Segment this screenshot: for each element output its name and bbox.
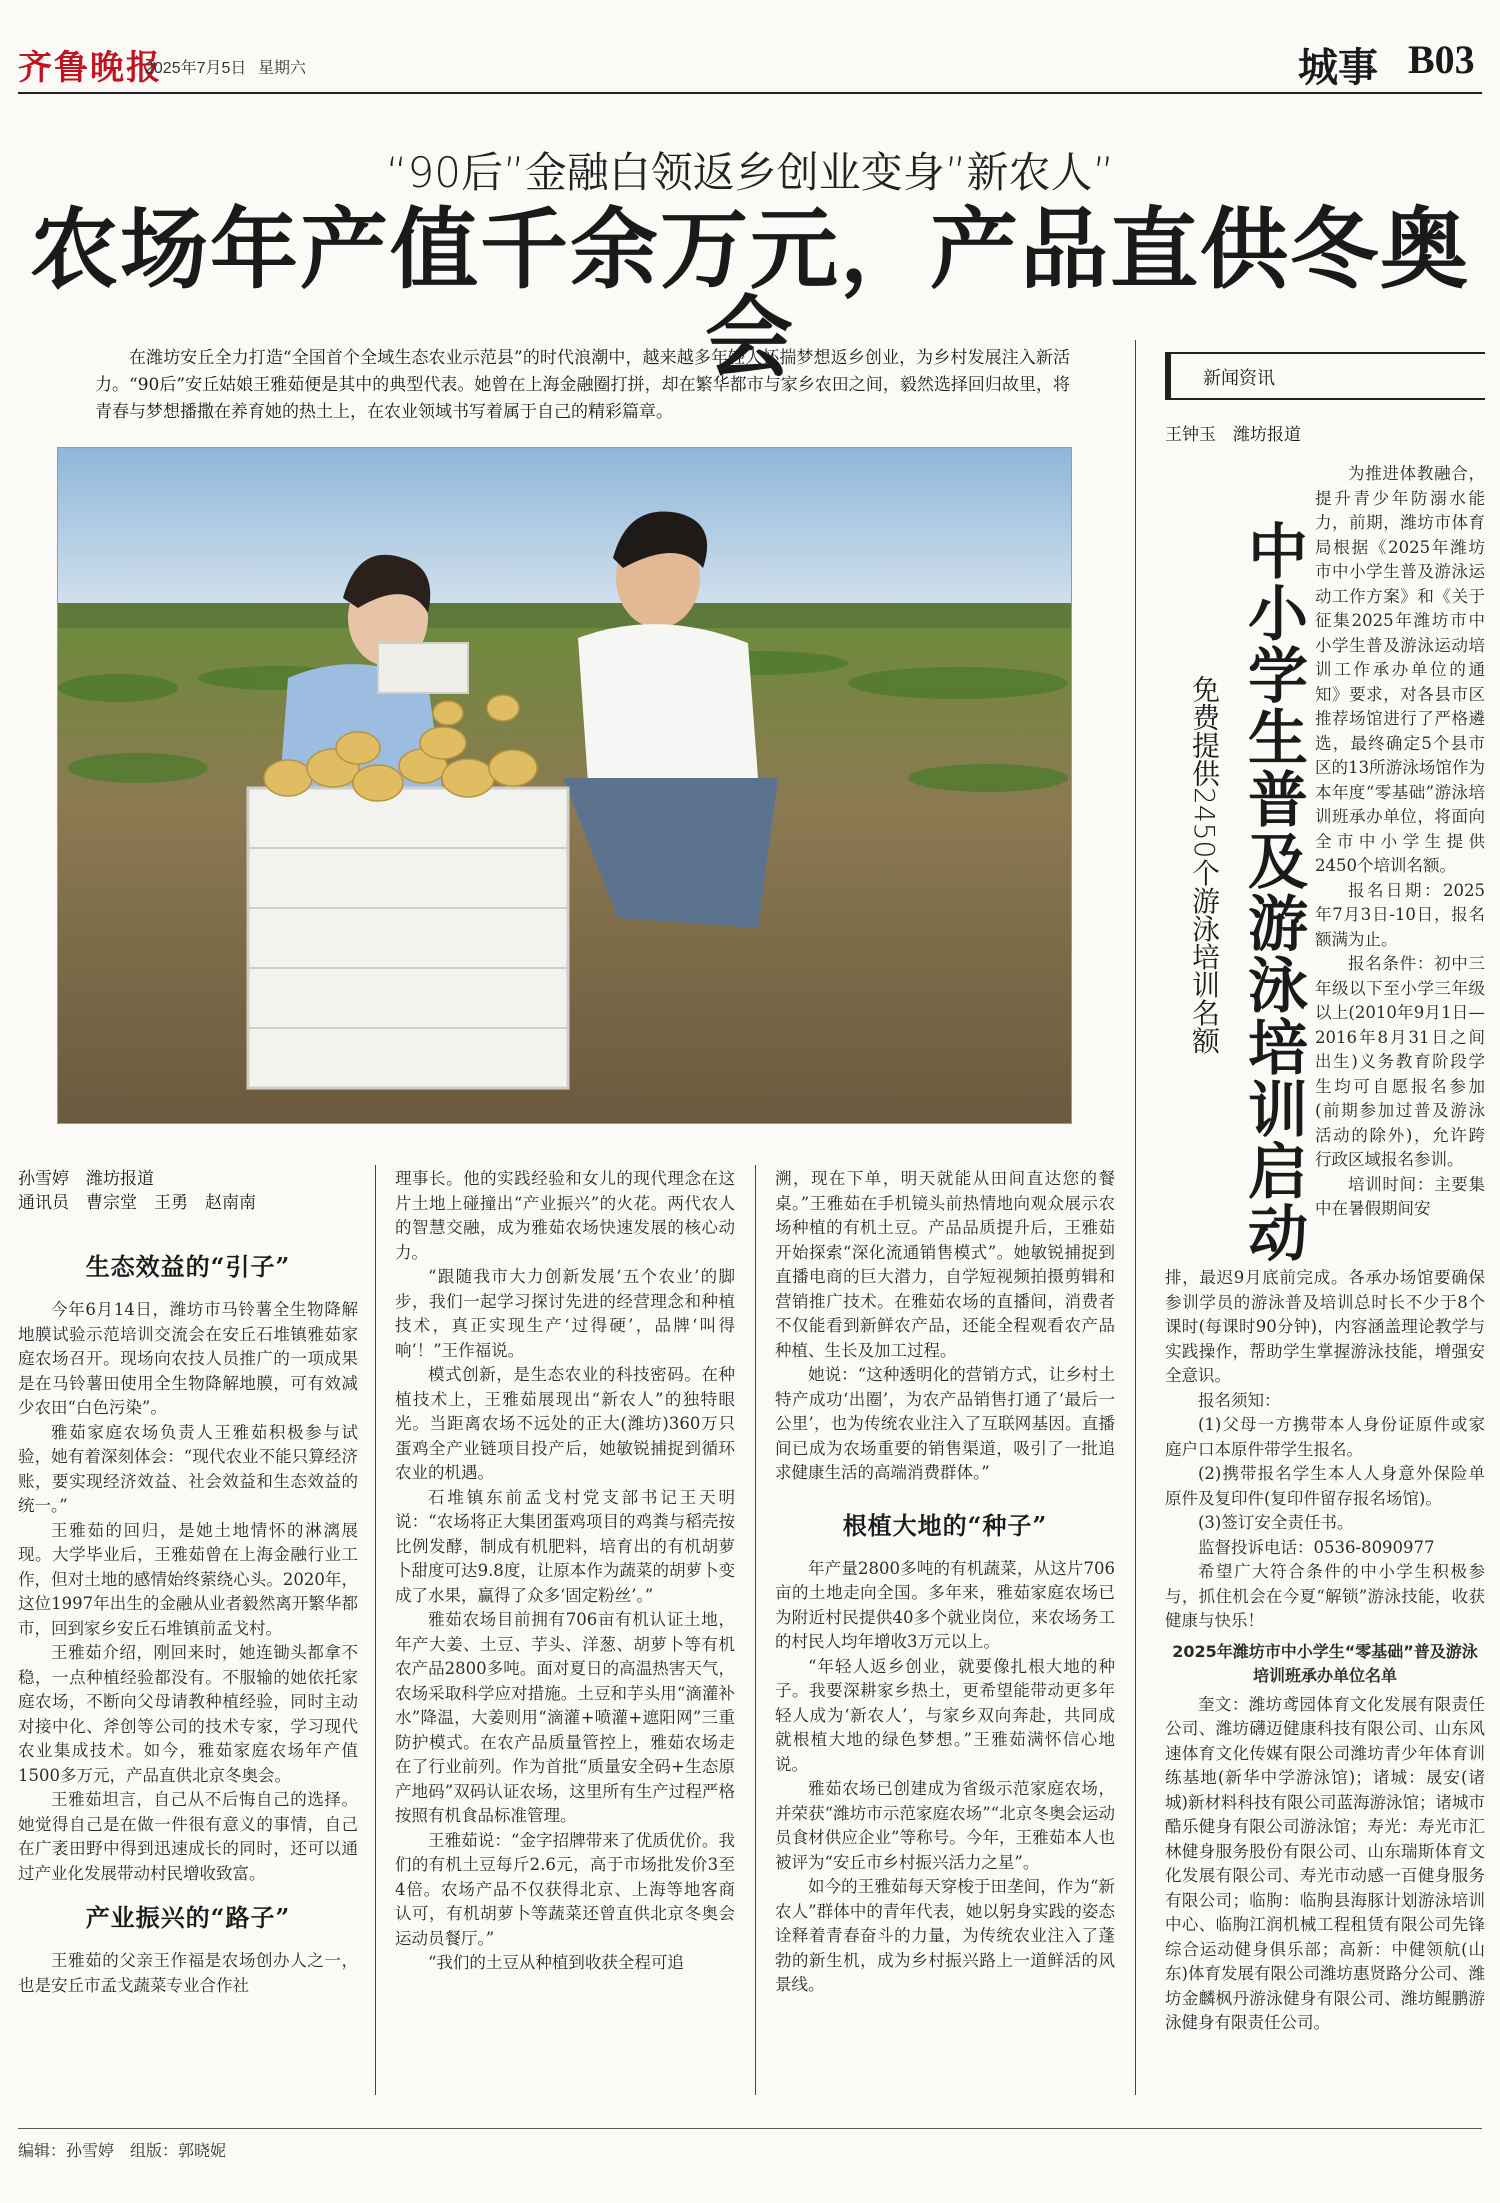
reporter-byline: 孙雪婷 潍坊报道	[18, 1169, 154, 1188]
article-column-1	[18, 1167, 358, 1998]
paragraph: 监督投诉电话：0536-8090977	[1198, 1537, 1435, 1557]
paragraph: 理事长。他的实践经验和女儿的现代理念在这片土地上碰撞出“产业振兴”的火花。两代农人的智慧交融，成为雅茹农场快速发展的核心动力。	[395, 1169, 735, 1262]
editor-credits: 编辑：孙雪婷 组版：郭晓妮	[18, 2143, 227, 2160]
paragraph: 石堆镇东前孟戈村党支部书记王天明说：“农场将正大集团蛋鸡项目的鸡粪与稻壳按比例发酵，制成有机肥料，培育出的有机胡萝卜甜度可达9.8度，让原本作为蔬菜的胡萝卜变成了水果，赢得了众多‘固定粉丝’。”	[395, 1487, 735, 1605]
newspaper-logo: 齐鲁晚报	[18, 48, 162, 88]
article-photo	[57, 447, 1072, 1124]
page-number: B03	[1408, 37, 1475, 82]
sidebar-headline: 中小学生普及游泳培训启动	[1238, 520, 1308, 1264]
paragraph: 王雅茹说：“金字招牌带来了优质优价。我们的有机土豆每斤2.6元，高于市场批发价3至4倍。农场产品不仅获得北京、上海等地客商认可，有机胡萝卜等蔬菜还曾直供北京冬奥会运动员餐厅。”	[395, 1830, 735, 1948]
paragraph: 模式创新，是生态农业的科技密码。在种植技术上，王雅茹展现出“新农人”的独特眼光。当距离农场不远处的正大(潍坊)360万只蛋鸡全产业链项目投产后，她敏锐捕捉到循环农业的机遇。	[395, 1365, 735, 1482]
paragraph: 王雅茹介绍，刚回来时，她连锄头都拿不稳，一点种植经验都没有。不服输的她依托家庭农场，不断向父母请教种植经验，同时主动对接中化、斧创等公司的技术专家，学习现代农业集成技术。如今，雅茹家庭农场年产值1500多万元，产品直供北京冬奥会。	[18, 1643, 358, 1785]
paragraph: 溯，现在下单，明天就能从田间直达您的餐桌。”王雅茹在手机镜头前热情地向观众展示农场种植的有机土豆。产品品质提升后，王雅茹开始探索“深化流通销售模式”。她敏锐捕捉到直播电商的巨大潜力，自学短视频拍摄剪辑和营销推广技术。在雅茹农场的直播间，消费者不仅能看到新鲜农产品，还能全程观看农产品种植、生长及加工过程。	[775, 1169, 1115, 1360]
column-text	[18, 1949, 358, 1998]
paragraph: “跟随我市大力创新发展‘五个农业’的脚步，我们一起学习探讨先进的经营理念和种植技术，真正实现生产‘过得硬’，品牌‘叫得响’！”王作福说。	[395, 1267, 735, 1360]
masthead-rule	[18, 92, 1482, 94]
paragraph: 希望广大符合条件的中小学生积极参与，抓住机会在今夏“解锁”游泳技能，收获健康与快乐！	[1165, 1562, 1485, 1630]
paragraph: 报名条件：初中三年级以下至小学三年级以上(2010年9月1日—2016年8月31日之间出生)义务教育阶段学生均可自愿报名参加(前期参加过普及游泳活动的除外)，允许跨行政区域报名参训。	[1315, 954, 1485, 1169]
column-text	[775, 1557, 1115, 1998]
section-heading: 生态效益的“引子”	[85, 1252, 291, 1281]
paragraph: 王雅茹的父亲王作福是农场创办人之一，也是安丘市孟戈蔬菜专业合作社	[18, 1951, 358, 1995]
footer-rule	[18, 2128, 1482, 2129]
sidebar-wide-text	[1165, 1266, 1485, 2036]
paragraph: “年轻人返乡创业，就要像扎根大地的种子。我要深耕家乡热土，更希望能带动更多年轻人成为‘新农人’，与家乡双向奔赴，共同成就根植大地的绿色梦想。”王雅茹满怀信心地说。	[775, 1656, 1115, 1774]
paragraph: 王雅茹坦言，自己从不后悔自己的选择。她觉得自己是在做一件很有意义的事情，自己在广袤田野中得到迅速成长的同时，还可以通过产业化发展带动村民增收致富。	[18, 1790, 358, 1883]
article-column-2	[395, 1167, 735, 1976]
column-text	[395, 1167, 735, 1976]
paragraph: 培训时间：主要集中在暑假期间安	[1315, 1174, 1485, 1218]
sidebar-narrow-text	[1315, 462, 1485, 1222]
column-divider	[755, 1165, 756, 2095]
organizer-list: 奎文：潍坊鸢园体育文化发展有限责任公司、潍坊礴迈健康科技有限公司、山东风速体育文化传媒有限公司潍坊青少年体育训练基地(新华中学游泳馆)；诸城：晟安(诸城)新材料科技有限公司蓝海游泳馆；诸城市酷乐健身有限公司游泳馆；寿光：寿光市汇林健身服务股份有限公司、山东瑞斯体育文化发展有限公司、寿光市动感一百健身服务有限公司；临朐：临朐县海豚计划游泳培训中心、临朐江润机械工程租赁有限公司先锋综合运动健身俱乐部；高新：中健领航(山东)体育发展有限公司潍坊惠贤路分公司、潍坊金麟枫丹游泳健身有限公司、潍坊鲲鹏游泳健身有限责任公司。	[1165, 1694, 1485, 2032]
list-title: 2025年潍坊市中小学生“零基础”普及游泳培训班承办单位名单	[1172, 1641, 1478, 1685]
paragraph: 排，最迟9月底前完成。各承办场馆要确保参训学员的游泳普及培训总时长不少于8个课时(每课时90分钟)，内容涵盖理论教学与实践操作，帮助学生掌握游泳技能，增强安全意识。	[1165, 1268, 1485, 1385]
article-column-3	[775, 1167, 1115, 1998]
tag-bar	[1165, 354, 1171, 398]
sidebar-tag	[1165, 352, 1485, 400]
paragraph: 报名日期：2025年7月3日-10日，报名额满为止。	[1315, 880, 1485, 949]
paragraph: 王雅茹的回归，是她土地情怀的淋漓展现。大学毕业后，王雅茹曾在上海金融行业工作，但对土地的感情始终萦绕心头。2020年，这位1997年出生的金融从业者毅然离开繁华都市，回到家乡安丘石堆镇前孟戈村。	[18, 1520, 358, 1638]
section-heading: 产业振兴的“路子”	[85, 1903, 291, 1932]
paragraph: (2)携带报名学生本人人身意外保险单原件及复印件(复印件留存报名场馆)。	[1165, 1464, 1485, 1508]
article-subtitle: “90后”金融白领返乡创业变身”新农人”	[385, 148, 1115, 197]
paragraph: (3)签订安全责任书。	[1198, 1513, 1354, 1532]
paragraph: 如今的王雅茹每天穿梭于田垄间，作为“新农人”群体中的青年代表，她以躬身实践的姿态诠释着青春奋斗的力量，为传统农业注入了蓬勃的新生机，成为乡村振兴路上一道鲜活的风景线。	[775, 1877, 1115, 1994]
article-intro: 在潍坊安丘全力打造“全国首个全域生态农业示范县”的时代浪潮中，越来越多年轻人怀揣梦想返乡创业，为乡村发展注入新活力。“90后”安丘姑娘王雅茹便是其中的典型代表。她曾在上海金融圈打拼，却在繁华都市与家乡农田之间，毅然选择回归故里，将青春与梦想播撒在养育她的热土上，在农业领域书写着属于自己的精彩篇章。	[95, 348, 1070, 422]
column-text	[18, 1298, 358, 1886]
paragraph: “我们的土豆从种植到收获全程可追	[428, 1953, 684, 1972]
correspondent-byline: 通讯员 曹宗堂 王勇 赵南南	[18, 1193, 256, 1212]
column-text	[775, 1167, 1115, 1486]
paragraph: 雅茹家庭农场负责人王雅茹积极参与试验，她有着深刻体会：“现代农业不能只算经济账，要实现经济效益、社会效益和生态效益的统一。”	[18, 1422, 358, 1515]
section-name: 城事	[1298, 44, 1378, 91]
sidebar-subheadline: 免费提供2450个游泳培训名额	[1188, 675, 1221, 1055]
issue-weekday: 星期六	[258, 60, 307, 77]
paragraph: 报名须知：	[1198, 1390, 1281, 1410]
sidebar-byline: 王钟玉 潍坊报道	[1165, 425, 1301, 444]
paragraph: 为推进体教融合，提升青少年防溺水能力，前期，潍坊市体育局根据《2025年潍坊市中小学生普及游泳运动工作方案》和《关于征集2025年潍坊市中小学生普及游泳运动培训工作承办单位的通知》要求，对各县市区推荐场馆进行了严格遴选，最终确定5个县市区的13所游泳场馆作为本年度“零基础”游泳培训班承办单位，将面向全市中小学生提供2450个培训名额。	[1315, 464, 1485, 875]
paragraph: (1)父母一方携带本人身份证原件或家庭户口本原件带学生报名。	[1165, 1415, 1485, 1459]
sidebar-tag-label: 新闻资讯	[1203, 368, 1275, 389]
paragraph: 年产量2800多吨的有机蔬菜，从这片706亩的土地走向全国。多年来，雅茹家庭农场已为附近村民提供40多个就业岗位，来农场务工的村民人均年增收3万元以上。	[775, 1558, 1115, 1651]
column-divider	[375, 1165, 376, 2095]
article-headline: 农场年产值千余万元，产品直供冬奥会	[29, 197, 1470, 389]
paragraph: 她说：“这种透明化的营销方式，让乡村土特产成功‘出圈’，为农产品销售打通了‘最后一公里’，也为传统农业注入了互联网基因。直播间已成为农场重要的销售渠道，吸引了一批追求健康生活的高端消费群体。”	[775, 1365, 1115, 1482]
paragraph: 雅茹农场目前拥有706亩有机认证土地，年产大姜、土豆、芋头、洋葱、胡萝卜等有机农产品2800多吨。面对夏日的高温热害天气，农场采取科学应对措施。土豆和芋头用“滴灌补水”降温，大姜则用“滴灌+喷灌+遮阳网”三重防护模式。在农产品质量管控上，雅茹农场走在了行业前列。作为首批“质量安全码+生态原产地码”双码认证农场，这里所有生产过程严格按照有机食品标准管理。	[395, 1610, 735, 1825]
sidebar-divider	[1135, 340, 1136, 2095]
paragraph: 雅茹农场已创建成为省级示范家庭农场，并荣获“潍坊市示范家庭农场”“北京冬奥会运动员食材供应企业”等称号。今年，王雅茹本人也被评为“安丘市乡村振兴活力之星”。	[775, 1779, 1115, 1872]
section-heading: 根植大地的“种子”	[842, 1510, 1048, 1540]
issue-date: 2025年7月5日	[145, 60, 247, 77]
paragraph: 今年6月14日，潍坊市马铃薯全生物降解地膜试验示范培训交流会在安丘石堆镇雅茹家庭农场召开。现场向农技人员推广的一项成果是在马铃薯田使用全生物降解地膜，可有效减少农田“白色污染”。	[18, 1300, 358, 1417]
farm-photo-illustration	[58, 448, 1071, 1123]
